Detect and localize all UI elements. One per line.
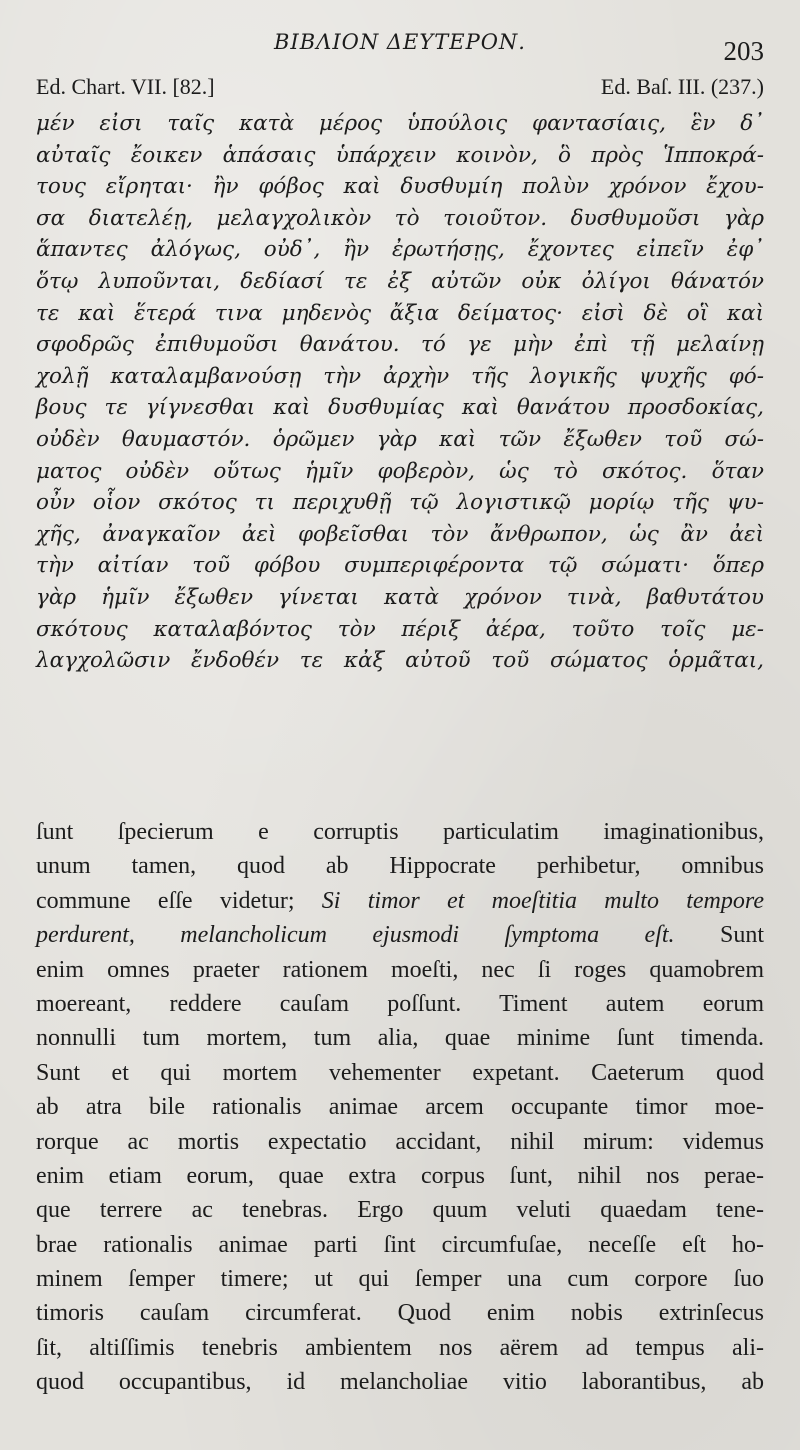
latin-italic-quotation: Si timor et moeſtitia multo tempore <box>321 887 764 914</box>
edition-reference-basel: Ed. Baſ. III. (237.) <box>600 74 764 99</box>
latin-text-line <box>36 918 764 952</box>
running-title: ΒΙΒΛΙΟΝ ΔΕΥΤΕΡΟΝ. <box>274 30 526 54</box>
greek-text-line: χῆς, ἀναγκαῖον ἀεὶ φοβεῖσθαι τὸν ἄνθρωπον, ὡς ἂν ἀεὶ <box>36 521 764 547</box>
greek-text-line: σα διατελέῃ, μελαγχολικὸν τὸ τοιοῦτον. δυσθυμοῦσι γὰρ <box>36 205 764 231</box>
latin-roman-segment: Sunt <box>674 922 764 949</box>
latin-text-line: Sunt et qui mortem vehementer expetant. Caeterum quod <box>36 1059 764 1086</box>
latin-text-block <box>36 815 764 1400</box>
greek-text-line: ματος οὐδὲν οὕτως ἡμῖν φοβερὸν, ὡς τὸ σκότος. ὅταν <box>36 458 764 484</box>
latin-text-line: brae rationalis animae parti ſint circumfuſae, neceſſe eſt ho- <box>36 1231 764 1258</box>
latin-text-line: moereant, reddere cauſam poſſunt. Timent autem eorum <box>36 990 764 1017</box>
latin-text-line: ab atra bile rationalis animae arcem occupante timor moe- <box>36 1094 764 1121</box>
greek-text-line: χολῇ καταλαμβανούσῃ τὴν ἀρχὴν τῆς λογικῆς ψυχῆς φό- <box>36 363 764 389</box>
latin-italic-quotation: perdurent, melancholicum ejusmodi ſymptoma eſt. <box>36 922 675 949</box>
latin-text-line: enim omnes praeter rationem moeſti, nec ſi roges quamobrem <box>36 956 764 983</box>
page-number: 203 <box>723 36 764 66</box>
latin-text-line: enim etiam eorum, quae extra corpus ſunt, nihil nos perae- <box>36 1162 764 1189</box>
greek-text-line: τε καὶ ἕτερά τινα μηδενὸς ἄξια δείματος· εἰσὶ δὲ οἳ καὶ <box>36 300 764 326</box>
latin-text-line: que terrere ac tenebras. Ergo quum veluti quaedam tene- <box>36 1197 764 1224</box>
latin-text-line <box>36 884 764 918</box>
latin-text-line: ſunt ſpecierum e corruptis particulatim imaginationibus, <box>36 819 764 845</box>
greek-text-line: οὐδὲν θαυμαστόν. ὁρῶμεν γὰρ καὶ τῶν ἔξωθεν τοῦ σώ- <box>36 426 764 452</box>
greek-text-block <box>36 108 764 677</box>
latin-roman-segment: commune eſſe videtur; <box>36 887 322 914</box>
greek-text-line: λαγχολῶσιν ἔνδοθέν τε κἀξ αὐτοῦ τοῦ σώματος ὁρμᾶται, <box>36 648 764 674</box>
latin-text-line: timoris cauſam circumferat. Quod enim nobis extrinſecus <box>36 1300 764 1327</box>
latin-text-line: quod occupantibus, id melancholiae vitio laborantibus, ab <box>36 1369 764 1396</box>
greek-text-line: τὴν αἰτίαν τοῦ φόβου συμπεριφέροντα τῷ σώματι· ὅπερ <box>36 553 764 579</box>
greek-text-line: τους εἴρηται· ἢν φόβος καὶ δυσθυμίη πολὺν χρόνον ἔχου- <box>36 174 764 200</box>
latin-text-line: ſit, altiſſimis tenebris ambientem nos aërem ad tempus ali- <box>36 1334 764 1361</box>
greek-text-line: ὅτῳ λυποῦνται, δεδίασί τε ἐξ αὐτῶν οὐκ ὀλίγοι θάνατόν <box>36 268 764 294</box>
greek-text-line: ἅπαντες ἀλόγως, οὐδ᾽, ἢν ἐρωτήσῃς, ἔχοντες εἰπεῖν ἐφ᾽ <box>36 237 764 263</box>
greek-text-line: σκότους καταλαβόντος τὸν πέριξ ἀέρα, τοῦτο τοῖς με- <box>36 616 764 642</box>
latin-text-line: rorque ac mortis expectatio accidant, nihil mirum: videmus <box>36 1128 764 1155</box>
greek-text-line: οὖν οἷον σκότος τι περιχυθῇ τῷ λογιστικῷ μορίῳ τῆς ψυ- <box>36 490 764 516</box>
edition-reference-chartier: Ed. Chart. VII. [82.] <box>36 74 215 99</box>
edition-reference-line <box>36 74 764 104</box>
greek-text-line: γὰρ ἡμῖν ἔξωθεν γίνεται κατὰ χρόνον τινὰ, βαθυτάτου <box>36 584 764 610</box>
latin-text-line: nonnulli tum mortem, tum alia, quae minime ſunt timenda. <box>36 1025 764 1052</box>
greek-text-line: μέν εἰσι ταῖς κατὰ μέρος ὑπούλοις φαντασίαις, ἓν δ᾽ <box>36 111 764 136</box>
greek-text-line: σφοδρῶς ἐπιθυμοῦσι θανάτου. τό γε μὴν ἐπὶ τῇ μελαίνῃ <box>36 332 764 358</box>
latin-text-line: minem ſemper timere; ut qui ſemper una cum corpore ſuo <box>36 1266 764 1293</box>
greek-text-line: βους τε γίγνεσθαι καὶ δυσθυμίας καὶ θανάτου προσδοκίας, <box>36 395 764 421</box>
greek-text-line: αὐταῖς ἔοικεν ἁπάσαις ὑπάρχειν κοινὸν, ὃ πρὸς Ἱπποκρά- <box>36 142 764 168</box>
latin-text-line: unum tamen, quod ab Hippocrate perhibetur, omnibus <box>36 853 764 880</box>
